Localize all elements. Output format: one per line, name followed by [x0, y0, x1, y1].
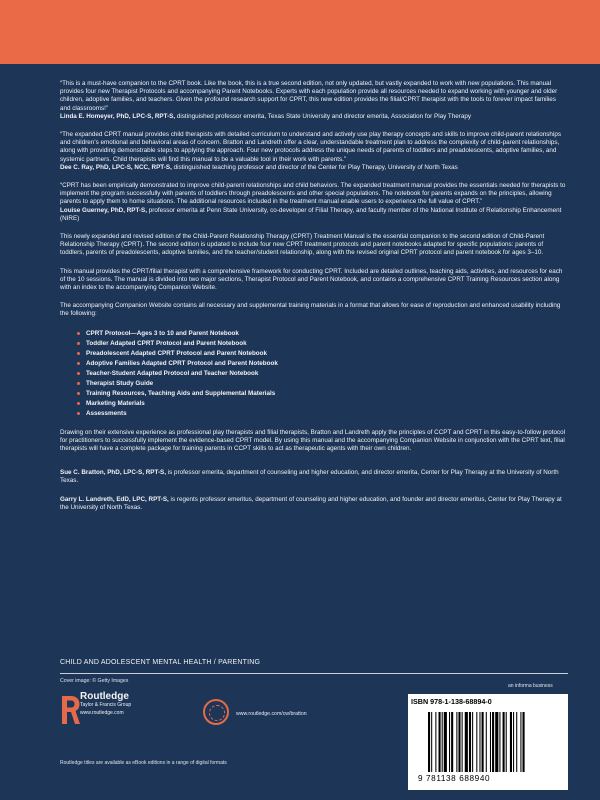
- barcode-bar: [523, 712, 525, 772]
- list-item: Preadolescent Adapted CPRT Protocol and Parent Notebook: [77, 349, 568, 359]
- barcode-bar: [492, 712, 494, 772]
- endorsement-quote: [60, 80, 568, 121]
- publisher-group: Taylor & Francis Group: [80, 702, 132, 708]
- list-item: CPRT Protocol—Ages 3 to 10 and Parent Notebook: [77, 329, 568, 339]
- list-item: Therapist Study Guide: [77, 379, 568, 389]
- ebook-note: Routledge titles are available as eBook editions in a range of digital formats: [60, 760, 227, 766]
- barcode-bar: [472, 712, 473, 772]
- description-paragraph: The accompanying Companion Website contains all necessary and supplemental training materials in a format that allows for ease of reproduction and enhanced usability including the following:: [60, 302, 561, 318]
- barcode-bar: [476, 712, 477, 772]
- endorsement-text: “CPRT has been empirically demonstrated to improve child-parent relationships and child behaviors. The expanded treatment manual provides the essentials needed for therapists to implement the program successfully with parents of toddlers through preadolescents and other special populations. The notebook for parents expands on the principles, allowing parents to apply them to home situations. The additional resources included in the treatment manual enable users to experience the full value of CPRT.”: [60, 182, 566, 206]
- author-bio-text: is professor emerita, department of counseling and higher education, and director emerita, Center for Play Therapy at the University of North Texas.: [60, 469, 559, 485]
- author-name: Garry L. Landreth, EdD, LPC, RPT-S,: [60, 495, 169, 503]
- author-bio: [60, 469, 568, 485]
- barcode-bar: [495, 712, 498, 772]
- barcode-bar: [506, 712, 507, 772]
- barcode-bar: [516, 712, 517, 772]
- barcode-bar: [513, 712, 514, 772]
- endorser-name: Louise Guerney, PhD, RPT-S,: [60, 206, 148, 214]
- list-item: Toddler Adapted CPRT Protocol and Parent Notebook: [77, 339, 568, 349]
- companion-website-badge-icon: [203, 699, 229, 725]
- endorsement-attribution: [60, 113, 568, 121]
- publisher-name: Routledge: [80, 691, 129, 702]
- list-item: Teacher-Student Adapted Protocol and Teacher Notebook: [77, 369, 568, 379]
- barcode-bar: [431, 712, 432, 772]
- list-item: Assessments: [77, 409, 568, 419]
- back-cover-content: [60, 80, 568, 522]
- subject-category: CHILD AND ADOLESCENT MENTAL HEALTH / PARENTING: [60, 659, 261, 666]
- barcode-bar: [510, 712, 512, 772]
- endorser-role: distinguished professor emerita, Texas State University and director emerita, Association for Play Therapy: [175, 112, 471, 120]
- companion-website-contents-list: [60, 329, 568, 419]
- top-accent-band: [0, 0, 600, 64]
- author-name: Sue C. Bratton, PhD, LPC-S, RPT-S,: [60, 469, 167, 477]
- endorser-role: distinguished teaching professor and director of the Center for Play Therapy, University of North Texas: [171, 163, 458, 171]
- badge-ring: [209, 705, 225, 721]
- list-item: Adoptive Families Adapted CPRT Protocol and Parent Notebook: [77, 359, 568, 369]
- barcode-bar: [458, 712, 460, 772]
- author-bio-text: is regents professor emeritus, department of counseling and higher education, and founder and director emeritus, Center for Play Therapy at the University of North Texas.: [60, 495, 562, 511]
- companion-website-url[interactable]: www.routledge.com/cw/bratton: [236, 711, 307, 717]
- barcode-bar: [465, 712, 468, 772]
- publisher-url: www.routledge.com: [80, 710, 124, 716]
- endorsement-text: “The expanded CPRT manual provides child therapists with detailed curriculum to understand and actively use play therapy concepts and skills to improve child-parent relationships and children’s emotional and behavioral areas of concern. Bratton and Landreth offer a clear, understandable treatment plan to address the complexity of child-parent relationships, along with providing demonstrable steps to applying the approach. Four new protocols address the unique needs of parents of toddlers and preadolescents, adoptive families, and systemic partners. Child therapists will find this manual to be a valuable tool in their work with parents.”: [60, 131, 561, 163]
- endorsement-attribution: [60, 164, 568, 172]
- list-item: Marketing Materials: [77, 399, 568, 409]
- description-paragraph: This newly expanded and revised edition of the Child-Parent Relationship Therapy (CPRT) Treatment Manual is the essential companion to the second edition of Child-Parent Relationship Therapy (CPRT). The second edition is updated to include four new CPRT treatment protocols and parent notebooks adapted for specific populations: parents of toddlers, parents of preadolescents, adoptive families, and the teacher/student relationship, along with the revised original CPRT protocol and parent notebook for ages 3–10.: [60, 233, 545, 257]
- barcode-bar: [439, 712, 441, 772]
- barcode-bar: [435, 712, 436, 772]
- description-paragraph: This manual provides the CPRT/filial therapist with a comprehensive framework for conducting CPRT. Included are detailed outlines, teaching aids, activities, and resources for each of the 10 sessions. The manual is divided into two major sections, Therapist Protocol and Parent Notebook, and contains a comprehensive CPRT Training Resources section along with an index to the accompanying Companion Website.: [60, 267, 563, 292]
- barcode-bar: [428, 712, 430, 772]
- cover-image-credit: Cover image: © Getty Images: [60, 678, 129, 684]
- barcode-bar: [442, 712, 443, 772]
- divider: [60, 673, 568, 674]
- barcode-bar: [503, 712, 505, 772]
- barcode-bar: [451, 712, 453, 772]
- endorser-name: Linda E. Homeyer, PhD, LPC-S, RPT-S,: [60, 112, 176, 120]
- endorsement-quote: [60, 182, 568, 223]
- barcode-icon: [428, 712, 558, 772]
- endorsement-attribution: [60, 207, 568, 223]
- isbn-label: ISBN 978-1-138-68894-0: [411, 697, 492, 706]
- barcode-bar: [499, 712, 500, 772]
- barcode-bar: [486, 712, 487, 772]
- barcode-bar: [444, 712, 447, 772]
- author-bio: [60, 496, 568, 512]
- publisher-wordmark: [80, 693, 131, 717]
- barcode-bar: [520, 712, 521, 772]
- endorser-role: professor emerita at Penn State University, co-developer of Filial Therapy, and faculty member of the National Institute of Relationship Enhancement (NIRE): [60, 206, 562, 222]
- barcode-bar: [456, 712, 457, 772]
- barcode-bar: [479, 712, 480, 772]
- endorser-name: Dee C. Ray, PhD, LPC-S, NCC, RPT-S,: [60, 163, 172, 171]
- barcode-bar: [469, 712, 471, 772]
- barcode-bar: [490, 712, 491, 772]
- barcode-bar: [462, 712, 463, 772]
- barcode-bar: [449, 712, 450, 772]
- closing-paragraph: Drawing on their extensive experience as professional play therapists and filial therapists, Bratton and Landreth apply the principles of CCPT and CPRT in this easy-to-follow protocol for practitioners to successfully implement the evidence-based CPRT model. By using this manual and the accompanying Companion Website in conjunction with the CPRT text, filial therapists will have a complete package for training parents in CCPT skills to act as therapeutic agents with their own children.: [60, 428, 566, 453]
- endorsement-quote: [60, 131, 568, 172]
- informa-tagline: an informa business: [508, 683, 553, 689]
- barcode-digits: 9 781138 688940: [418, 774, 491, 783]
- list-item: Training Resources, Teaching Aids and Supplemental Materials: [77, 389, 568, 399]
- barcode-bar: [482, 712, 484, 772]
- endorsement-text: “This is a must-have companion to the CPRT book. Like the book, this is a true second edition, not only updated, but vastly expanded to work with new populations. This manual provides four new Therapist Protocols and accompanying Parent Notebooks. Experts with each population provide all resources needed to expand working with younger and older children, adoptive families, and teachers. Given the profound research support for CPRT, this new edition provides the filial/CPRT therapist with the tools to forever impact families and classrooms!”: [60, 80, 558, 112]
